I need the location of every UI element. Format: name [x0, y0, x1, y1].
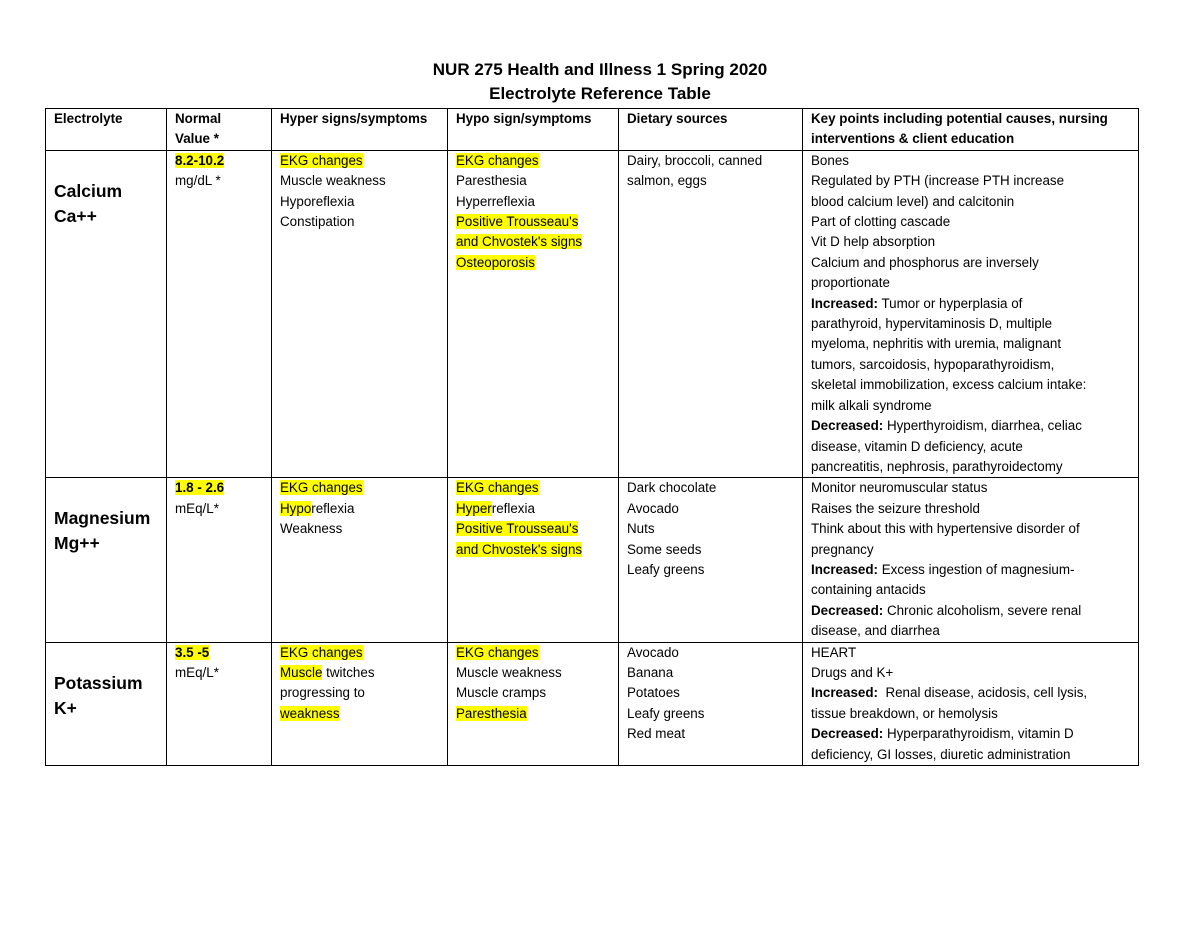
hyper-magnesium: EKG changes Hyporeflexia Weakness: [272, 478, 448, 642]
hyper-calcium: EKG changes Muscle weakness Hyporeflexia Constipation: [272, 150, 448, 478]
title-line-2: Electrolyte Reference Table: [489, 84, 711, 103]
electrolyte-name-magnesium: Magnesium Mg++: [46, 478, 167, 642]
header-hypo: Hypo sign/symptoms: [448, 109, 619, 151]
hypo-calcium: EKG changes Paresthesia Hyperreflexia Positive Trousseau's and Chvostek's signs Osteoporosis: [448, 150, 619, 478]
table-row-potassium: [46, 642, 1139, 765]
document-title: [0, 58, 1200, 106]
header-dietary: Dietary sources: [619, 109, 803, 151]
electrolyte-name-potassium: Potassium K+: [46, 642, 167, 765]
title-line-1: NUR 275 Health and Illness 1 Spring 2020: [432, 60, 768, 79]
value-highlight: 8.2-10.2: [175, 152, 225, 168]
electrolyte-name-calcium: Calcium Ca++: [46, 150, 167, 478]
header-hyper: Hyper signs/symptoms: [272, 109, 448, 151]
header-key-points: Key points including potential causes, nursing interventions & client education: [803, 109, 1139, 151]
header-row: [46, 109, 1139, 151]
table-row-magnesium: [46, 478, 1139, 642]
key-points-calcium: Bones Regulated by PTH (increase PTH increase blood calcium level) and calcitonin Part of clotting cascade Vit D help absorption Calcium and phosphorus are inversely proportionate Increased: Tumor or hyperplasia of parathyroid, hypervitaminosis D, multiple myeloma, nephritis with uremia, malignant tumors, sarcoidosis, hypoparathyroidism, skeletal immobilization, excess calcium intake: milk alkali syndrome Decreased: Hyperthyroidism, diarrhea, celiac disease, vitamin D deficiency, acute pancreatitis, nephrosis, parathyroidectomy: [803, 150, 1139, 478]
electrolyte-table: [45, 108, 1139, 766]
table-row-calcium: [46, 150, 1139, 478]
dietary-potassium: Avocado Banana Potatoes Leafy greens Red meat: [619, 642, 803, 765]
hypo-potassium: EKG changes Muscle weakness Muscle cramps Paresthesia: [448, 642, 619, 765]
normal-value-magnesium: 1.8 - 2.6 mEq/L*: [167, 478, 272, 642]
dietary-calcium: Dairy, broccoli, canned salmon, eggs: [619, 150, 803, 478]
key-points-magnesium: Monitor neuromuscular status Raises the seizure threshold Think about this with hypertensive disorder of pregnancy Increased: Excess ingestion of magnesium- containing antacids Decreased: Chronic alcoholism, severe renal disease, and diarrhea: [803, 478, 1139, 642]
value-highlight: 1.8 - 2.6: [175, 480, 225, 496]
normal-value-calcium: 8.2-10.2 mg/dL *: [167, 150, 272, 478]
dietary-magnesium: Dark chocolate Avocado Nuts Some seeds Leafy greens: [619, 478, 803, 642]
header-normal-value: Normal Value *: [167, 109, 272, 151]
header-electrolyte: Electrolyte: [46, 109, 167, 151]
hyper-potassium: EKG changes Muscle twitches progressing to weakness: [272, 642, 448, 765]
normal-value-potassium: 3.5 -5 mEq/L*: [167, 642, 272, 765]
key-points-potassium: HEART Drugs and K+ Increased: Renal disease, acidosis, cell lysis, tissue breakdown, or hemolysis Decreased: Hyperparathyroidism, vitamin D deficiency, GI losses, diuretic administration: [803, 642, 1139, 765]
value-highlight: 3.5 -5: [175, 644, 210, 660]
hypo-magnesium: EKG changes Hyperreflexia Positive Trousseau's and Chvostek's signs: [448, 478, 619, 642]
